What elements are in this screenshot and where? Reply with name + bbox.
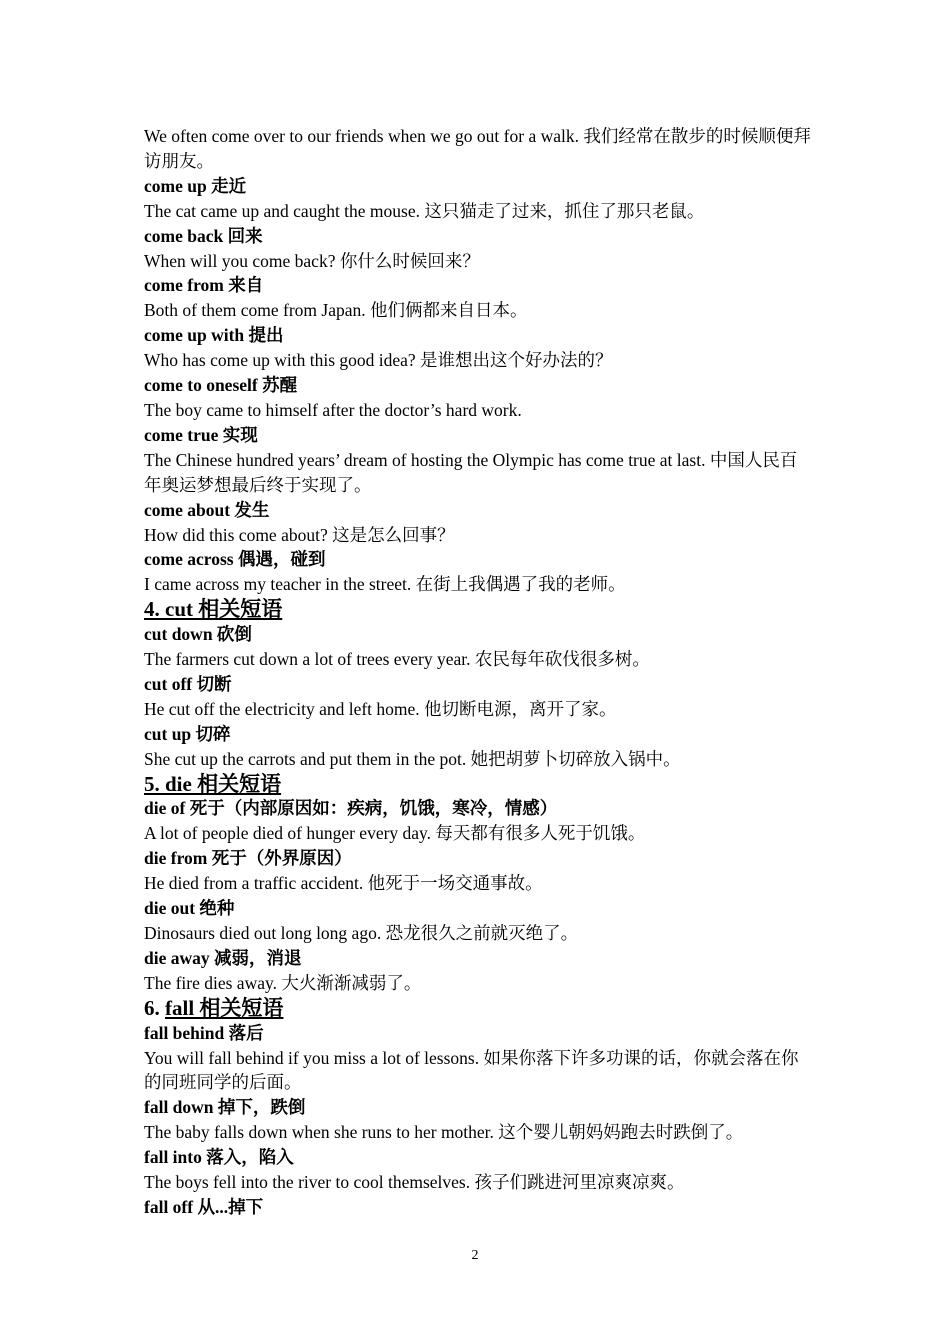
example-sentence: We often come over to our friends when we go out for a walk. 我们经常在散步的时候顺便拜访朋友。: [144, 126, 811, 171]
section-number: 6.: [144, 995, 165, 1020]
example-sentence: The farmers cut down a lot of trees every year. 农民每年砍伐很多树。: [144, 649, 650, 670]
example-sentence: The cat came up and caught the mouse. 这只猫走了过来，抓住了那只老鼠。: [144, 200, 705, 221]
phrase-term: come across 偶遇，碰到: [144, 549, 326, 570]
phrase-term: fall behind 落后: [144, 1022, 264, 1043]
page-content: [144, 124, 812, 1220]
phrase-term: die away 减弱，消退: [144, 947, 302, 968]
example-sentence: He cut off the electricity and left home. 他切断电源，离开了家。: [144, 698, 617, 719]
phrase-term: die from 死于（外界原因）: [144, 848, 352, 869]
example-sentence: He died from a traffic accident. 他死于一场交通事故。: [144, 873, 543, 894]
phrase-term: fall down 掉下，跌倒: [144, 1097, 306, 1118]
example-sentence: The boys fell into the river to cool themselves. 孩子们跳进河里凉爽凉爽。: [144, 1172, 685, 1193]
phrase-term: cut off 切断: [144, 673, 232, 694]
example-sentence: When will you come back? 你什么时候回来？: [144, 250, 480, 271]
section-heading: [144, 597, 812, 622]
example-sentence: How did this come about? 这是怎么回事？: [144, 524, 455, 545]
section-title: fall 相关短语: [165, 995, 284, 1020]
section-title: 4. cut 相关短语: [144, 597, 283, 622]
example-sentence: Who has come up with this good idea? 是谁想出这个好办法的？: [144, 350, 613, 371]
phrase-term: come up 走近: [144, 175, 247, 196]
example-sentence: The fire dies away. 大火渐渐减弱了。: [144, 972, 422, 993]
example-sentence: The Chinese hundred years’ dream of hosting the Olympic has come true at last. 中国人民百年奥运梦想最后终于实现了。: [144, 449, 798, 495]
phrase-term: cut up 切碎: [144, 723, 231, 744]
example-sentence: She cut up the carrots and put them in the pot. 她把胡萝卜切碎放入锅中。: [144, 748, 681, 769]
page-number: 2: [471, 1248, 479, 1263]
phrase-term: fall into 落入，陷入: [144, 1147, 294, 1168]
phrase-term: come about 发生: [144, 499, 270, 520]
phrase-term: cut down 砍倒: [144, 624, 252, 645]
example-sentence: A lot of people died of hunger every day. 每天都有很多人死于饥饿。: [144, 823, 646, 844]
example-sentence: The boy came to himself after the doctor’s hard work.: [144, 399, 522, 420]
section-heading: [144, 996, 812, 1021]
example-sentence: The baby falls down when she runs to her mother. 这个婴儿朝妈妈跑去时跌倒了。: [144, 1122, 744, 1143]
phrase-term: come back 回来: [144, 225, 263, 246]
phrase-term: come up with 提出: [144, 325, 284, 346]
phrase-term: fall off 从...掉下: [144, 1196, 264, 1217]
phrase-term: come to oneself 苏醒: [144, 375, 298, 396]
phrase-term: die out 绝种: [144, 898, 235, 919]
example-sentence: I came across my teacher in the street. 在街上我偶遇了我的老师。: [144, 574, 626, 595]
section-title: 5. die 相关短语: [144, 771, 282, 796]
section-heading: [144, 772, 812, 797]
phrase-term: come from 来自: [144, 275, 264, 296]
example-sentence: Dinosaurs died out long long ago. 恐龙很久之前就灭绝了。: [144, 923, 579, 943]
phrase-term: die of 死于（内部原因如：疾病，饥饿，寒冷，情感）: [144, 798, 558, 819]
phrase-term: come true 实现: [144, 424, 258, 445]
example-sentence: Both of them come from Japan. 他们俩都来自日本。: [144, 300, 528, 321]
example-sentence: You will fall behind if you miss a lot of lessons. 如果你落下许多功课的话，你就会落在你的同班同学的后面。: [144, 1047, 799, 1093]
